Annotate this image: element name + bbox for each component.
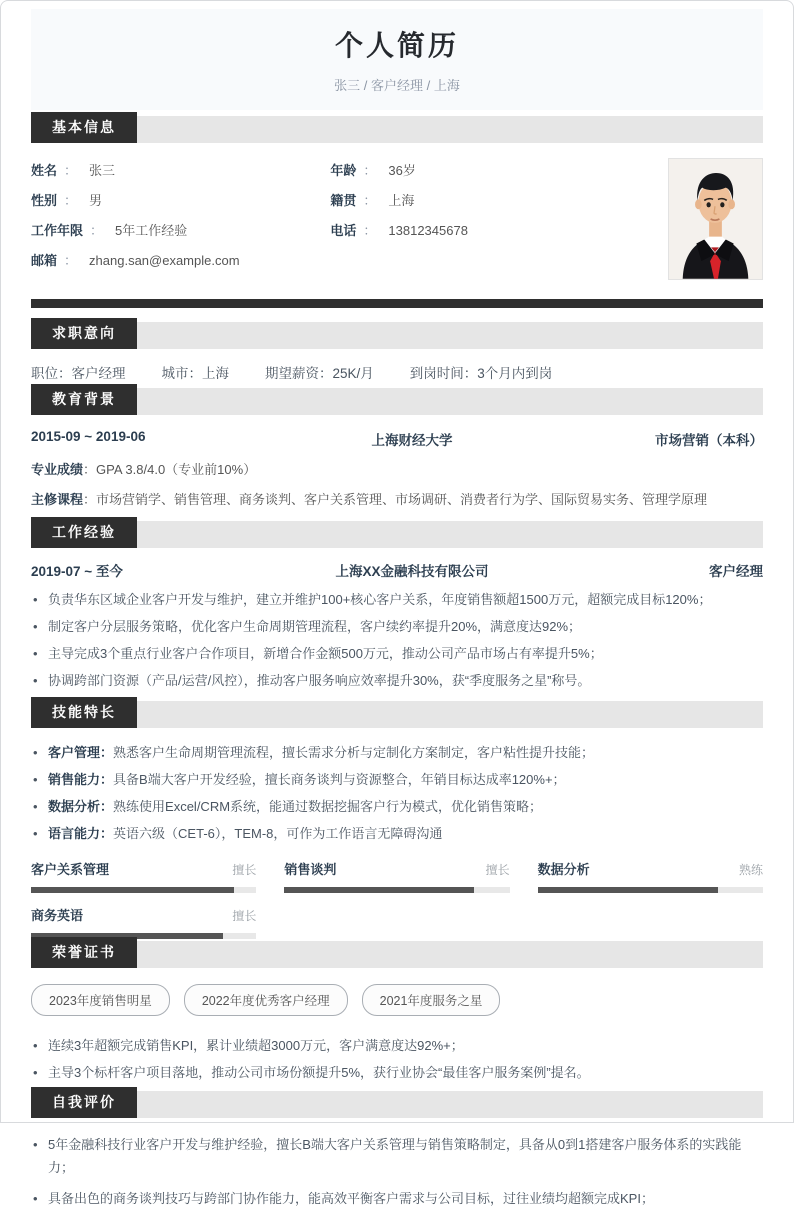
honor-bullet <box>31 1036 763 1056</box>
skill-bar-track <box>31 887 256 893</box>
work-bullet <box>31 644 763 664</box>
education-header-row <box>31 415 763 449</box>
education-courses-row <box>31 490 763 509</box>
bullet-dot-icon: • <box>33 1137 38 1152</box>
education-row-value: GPA 3.8/4.0（专业前10%） <box>96 462 257 477</box>
colon-separator: ： <box>90 223 104 238</box>
basic-info-left-column <box>31 156 330 280</box>
colon-separator: ： <box>363 163 377 178</box>
intention-city <box>162 362 230 382</box>
field-hometown <box>330 186 668 216</box>
honor-bullet-text: 连续3年超额完成销售KPI，累计业绩超3000万元，客户满意度达92%+； <box>48 1038 464 1053</box>
skill-bullet <box>31 797 763 817</box>
colon-separator: ： <box>319 366 333 381</box>
section-title-intention: 求职意向 <box>31 318 137 349</box>
bullet-dot-icon: • <box>33 772 38 787</box>
field-label: 电话 <box>330 223 357 238</box>
skill-bar-track <box>284 887 509 893</box>
field-value: 男 <box>89 193 103 208</box>
skill-bar-level: 擅长 <box>232 863 257 877</box>
skill-bar-fill <box>31 887 234 893</box>
section-title-skills: 技能特长 <box>31 697 137 728</box>
section-title-honors: 荣誉证书 <box>31 937 137 968</box>
field-label: 姓名 <box>31 163 58 178</box>
field-label: 年龄 <box>330 163 357 178</box>
work-header-row <box>31 548 763 580</box>
education-gpa-row <box>31 460 763 479</box>
skill-bullet-desc: 熟练使用Excel/CRM系统，能通过数据挖掘客户行为模式，优化销售策略； <box>113 799 543 814</box>
colon-separator: ： <box>100 799 114 814</box>
self-evaluation-bullet <box>31 1187 763 1210</box>
skill-bar-head <box>31 859 256 878</box>
skill-bar <box>31 859 256 893</box>
basic-info-right-column <box>330 156 668 280</box>
honor-badge: 2021年度服务之星 <box>362 984 501 1016</box>
bullet-dot-icon: • <box>33 1038 38 1053</box>
skill-bullet <box>31 824 763 844</box>
skill-bullet-label: 销售能力 <box>48 772 101 787</box>
education-school: 上海财经大学 <box>371 433 453 448</box>
field-value: 张三 <box>89 163 116 178</box>
bullet-dot-icon: • <box>33 1191 38 1206</box>
section-divider <box>31 299 763 308</box>
skill-bullet-text <box>48 770 566 790</box>
skill-bullet-text <box>48 743 594 763</box>
work-bullet-text: 负责华东区域企业客户开发与维护，建立并维护100+核心客户关系，年度销售额超1500万元，超额完成目标120%； <box>48 592 712 607</box>
work-bullet-list <box>31 580 763 691</box>
field-value: 上海 <box>388 193 415 208</box>
skill-bar-level: 擅长 <box>232 909 257 923</box>
section-header-self-evaluation <box>31 1091 763 1118</box>
honor-bullet-text: 主导3个标杆客户项目落地，推动公司市场份额提升5%，获行业协会“最佳客户服务案例”提名。 <box>48 1065 590 1080</box>
skill-bullet-text <box>48 797 542 817</box>
field-years <box>31 216 330 246</box>
intention-value: 3个月内到岗 <box>477 366 553 381</box>
skill-bullet-label: 数据分析 <box>48 799 101 814</box>
bullet-dot-icon: • <box>33 799 38 814</box>
skill-bar <box>284 859 509 893</box>
colon-separator: ： <box>100 826 114 841</box>
work-bullet-text: 协调跨部门资源（产品/运营/风控），推动客户服务响应效率提升30%，获“季度服务之星”称号。 <box>48 673 591 688</box>
bullet-dot-icon: • <box>33 826 38 841</box>
field-value: 13812345678 <box>388 223 468 238</box>
intention-label: 期望薪资 <box>265 366 319 381</box>
field-phone <box>330 216 668 246</box>
work-bullet <box>31 617 763 637</box>
bullet-dot-icon: • <box>33 592 38 607</box>
field-value: 36岁 <box>388 163 416 178</box>
skill-bullet-text <box>48 824 442 844</box>
self-evaluation-bullet <box>31 1133 763 1179</box>
skill-bar-name: 商务英语 <box>31 908 84 923</box>
section-header-skills <box>31 701 763 728</box>
intention-position <box>31 362 126 382</box>
intention-value: 上海 <box>202 366 229 381</box>
field-gender <box>31 186 330 216</box>
honor-bullet-list <box>31 1026 763 1083</box>
bullet-dot-icon: • <box>33 619 38 634</box>
profile-photo-illustration <box>669 159 762 279</box>
intention-row <box>31 349 763 388</box>
self-evaluation-bullet-list <box>31 1118 763 1210</box>
skill-bar <box>31 905 256 939</box>
skill-bar-name: 销售谈判 <box>284 862 337 877</box>
skill-bar <box>538 859 763 893</box>
skill-bullet <box>31 743 763 763</box>
work-bullet <box>31 590 763 610</box>
education-row-label: 专业成绩 <box>31 462 84 477</box>
section-title-basic-info: 基本信息 <box>31 112 137 143</box>
page-body <box>1 1 793 1210</box>
intention-value: 客户经理 <box>71 366 126 381</box>
work-bullet-text: 主导完成3个重点行业客户合作项目，新增合作金额500万元，推动公司产品市场占有率提升5%； <box>48 646 603 661</box>
page-subtitle: 张三 / 客户经理 / 上海 <box>334 78 460 93</box>
work-company: 上海XX金融科技有限公司 <box>335 564 489 579</box>
education-row-label: 主修课程 <box>31 492 84 507</box>
skills-bullet-list <box>31 728 763 844</box>
education-period: 2015-09 ~ 2019-06 <box>31 429 146 444</box>
colon-separator: ： <box>188 366 202 381</box>
skill-bar-level: 熟练 <box>738 863 763 877</box>
bullet-dot-icon: • <box>33 646 38 661</box>
intention-salary <box>265 362 374 382</box>
field-value: zhang.san@example.com <box>89 253 240 268</box>
section-header-basic-info <box>31 116 763 143</box>
skill-bar-head <box>284 859 509 878</box>
section-title-education: 教育背景 <box>31 384 137 415</box>
colon-separator: ： <box>100 772 114 787</box>
colon-separator: ： <box>83 492 97 507</box>
field-value: 5年工作经验 <box>115 223 188 238</box>
basic-info-columns <box>31 156 668 280</box>
intention-label: 到岗时间 <box>409 366 464 381</box>
field-email <box>31 246 330 276</box>
bullet-dot-icon: • <box>33 673 38 688</box>
field-label: 工作年限 <box>31 223 84 238</box>
honor-bullet <box>31 1063 763 1083</box>
skill-bullet-desc: 英语六级（CET-6），TEM-8，可作为工作语言无障碍沟通 <box>113 826 443 841</box>
skill-bar-track <box>538 887 763 893</box>
education-major: 市场营销（本科） <box>655 433 763 448</box>
section-header-honors <box>31 941 763 968</box>
section-header-work <box>31 521 763 548</box>
skill-bullet-desc: 熟悉客户生命周期管理流程，擅长需求分析与定制化方案制定，客户粘性提升技能； <box>113 745 595 760</box>
bullet-dot-icon: • <box>33 1065 38 1080</box>
work-role: 客户经理 <box>709 564 763 579</box>
colon-separator: ： <box>64 163 78 178</box>
work-period: 2019-07 ~ 至今 <box>31 564 123 579</box>
colon-separator: ： <box>64 253 78 268</box>
skill-bar-head <box>31 905 256 924</box>
bullet-dot-icon: • <box>33 745 38 760</box>
section-title-self-evaluation: 自我评价 <box>31 1087 137 1118</box>
field-label: 籍贯 <box>330 193 357 208</box>
basic-info-block <box>31 143 763 286</box>
colon-separator: ： <box>363 223 377 238</box>
field-label: 邮箱 <box>31 253 58 268</box>
section-header-intention <box>31 322 763 349</box>
intention-label: 职位 <box>31 366 58 381</box>
skill-bars-grid <box>31 859 763 939</box>
field-age <box>330 156 668 186</box>
skill-bullet-label: 语言能力 <box>48 826 101 841</box>
intention-availability <box>410 362 553 382</box>
colon-separator: ： <box>363 193 377 208</box>
self-evaluation-bullet-text: 具备出色的商务谈判技巧与跨部门协作能力，能高效平衡客户需求与公司目标，过往业绩均超额完成KPI； <box>48 1191 654 1206</box>
field-label: 性别 <box>31 193 58 208</box>
section-title-work: 工作经验 <box>31 517 137 548</box>
work-bullet-text: 制定客户分层服务策略，优化客户生命周期管理流程，客户续约率提升20%，满意度达92%； <box>48 619 582 634</box>
skill-bar-level: 擅长 <box>485 863 510 877</box>
honor-badges <box>31 984 763 1016</box>
colon-separator: ： <box>83 462 97 477</box>
section-header-education <box>31 388 763 415</box>
skill-bullet-label: 客户管理 <box>48 745 101 760</box>
colon-separator: ： <box>58 366 72 381</box>
intention-label: 城市 <box>161 366 189 381</box>
colon-separator: ： <box>64 193 78 208</box>
honor-badge: 2022年度优秀客户经理 <box>184 984 348 1016</box>
education-row-value: 市场营销学、销售管理、商务谈判、客户关系管理、市场调研、消费者行为学、国际贸易实务、管理学原理 <box>96 492 708 507</box>
skill-bar-name: 数据分析 <box>537 862 590 877</box>
skill-bullet <box>31 770 763 790</box>
skill-bar-head <box>538 859 763 878</box>
skill-bar-fill <box>284 887 473 893</box>
intention-value: 25K/月 <box>332 366 374 381</box>
skill-bullet-desc: 具备B端大客户开发经验，擅长商务谈判与资源整合，年销目标达成率120%+； <box>113 772 566 787</box>
self-evaluation-bullet-text: 5年金融科技行业客户开发与维护经验，擅长B端大客户关系管理与销售策略制定，具备从0到1搭建客户服务体系的实践能力； <box>48 1137 742 1175</box>
skill-bar-name: 客户关系管理 <box>31 862 110 877</box>
profile-photo <box>668 158 763 280</box>
field-name <box>31 156 330 186</box>
honor-badge: 2023年度销售明星 <box>31 984 170 1016</box>
resume-header <box>31 9 763 110</box>
skill-bar-fill <box>538 887 718 893</box>
colon-separator: ： <box>463 366 478 381</box>
page-title: 个人简历 <box>334 30 459 61</box>
colon-separator: ： <box>100 745 114 760</box>
work-bullet <box>31 671 763 691</box>
